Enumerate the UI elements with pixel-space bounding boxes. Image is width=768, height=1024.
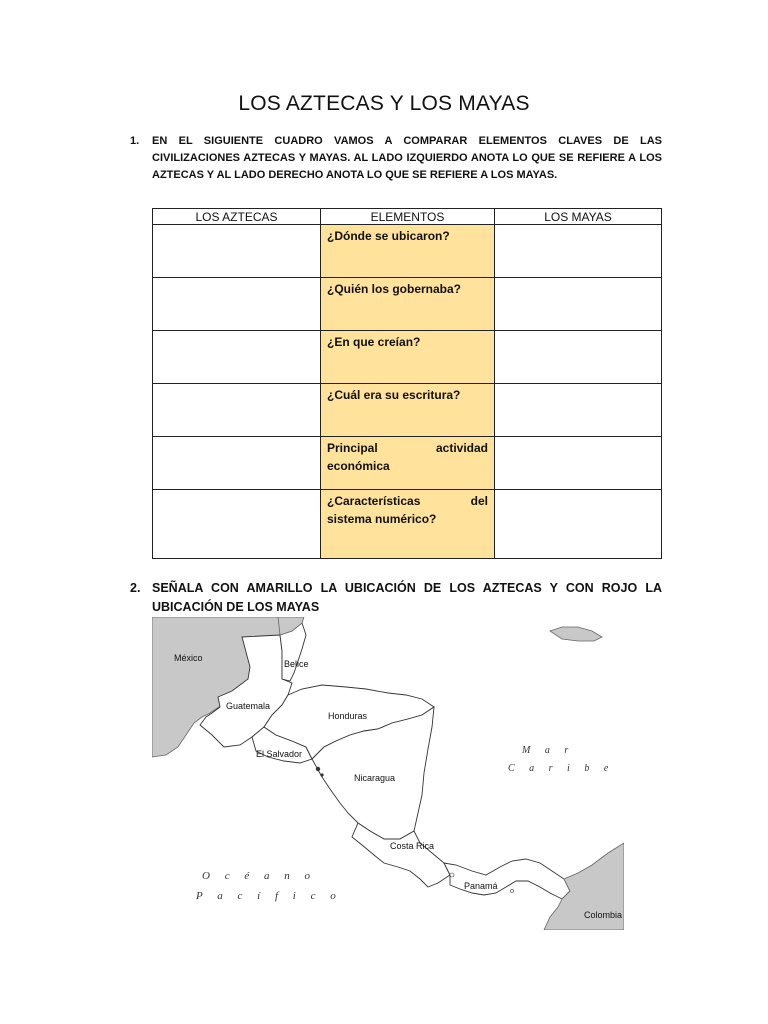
label-pacifico: P a c í f i c o xyxy=(196,890,342,902)
label-guatemala: Guatemala xyxy=(226,701,271,711)
header-elementos: ELEMENTOS xyxy=(321,209,495,225)
table-row xyxy=(153,225,662,278)
mayas-answer-cell[interactable] xyxy=(495,490,662,559)
aztecas-answer-cell[interactable] xyxy=(153,384,321,437)
element-cell: ¿Características del sistema numérico? xyxy=(321,490,495,559)
header-mayas: LOS MAYAS xyxy=(495,209,662,225)
aztecas-answer-cell[interactable] xyxy=(153,225,321,278)
mayas-answer-cell[interactable] xyxy=(495,437,662,490)
question-1 xyxy=(130,133,662,184)
question-2-number: 2. xyxy=(130,581,141,595)
label-mexico: México xyxy=(174,653,203,663)
question-1-text: EN EL SIGUIENTE CUADRO VAMOS A COMPARAR ELEMENTOS CLAVES DE LAS CIVILIZACIONES AZTECAS Y MAYAS. AL LADO IZQUIERDO ANOTA LO QUE SE REFIERE A LOS AZTECAS Y AL LADO DERECHO ANOTA LO QUE SE REFIERE A LOS MAYAS. xyxy=(152,135,662,181)
central-america-map[interactable] xyxy=(152,617,624,930)
mayas-answer-cell[interactable] xyxy=(495,331,662,384)
table-header-row xyxy=(153,209,662,225)
lake-shape xyxy=(320,773,323,776)
label-belice: Belice xyxy=(284,659,309,669)
question-2-text: SEÑALA CON AMARILLO LA UBICACIÓN DE LOS AZTECAS Y CON ROJO LA UBICACIÓN DE LOS MAYAS xyxy=(152,581,662,614)
table-row xyxy=(153,331,662,384)
label-caribe: C a r i b e xyxy=(508,763,615,774)
element-cell: ¿En que creían? xyxy=(321,331,495,384)
element-cell: ¿Quién los gobernaba? xyxy=(321,278,495,331)
aztecas-answer-cell[interactable] xyxy=(153,490,321,559)
label-colombia: Colombia xyxy=(584,910,623,920)
table-row xyxy=(153,278,662,331)
label-honduras: Honduras xyxy=(328,711,368,721)
comparison-table xyxy=(152,208,662,559)
mayas-answer-cell[interactable] xyxy=(495,225,662,278)
page-title: LOS AZTECAS Y LOS MAYAS xyxy=(238,92,530,115)
label-mar: M a r xyxy=(522,745,575,756)
label-nicaragua: Nicaragua xyxy=(354,773,396,783)
aztecas-answer-cell[interactable] xyxy=(153,278,321,331)
mayas-answer-cell[interactable] xyxy=(495,384,662,437)
question-1-number: 1. xyxy=(130,135,140,147)
lake-shape xyxy=(316,767,320,771)
island-shape xyxy=(450,873,454,877)
label-oceano: O c é a n o xyxy=(202,870,316,882)
aztecas-answer-cell[interactable] xyxy=(153,437,321,490)
aztecas-answer-cell[interactable] xyxy=(153,331,321,384)
table-row xyxy=(153,384,662,437)
element-cell: ¿Dónde se ubicaron? xyxy=(321,225,495,278)
label-el-salvador: El Salvador xyxy=(256,749,303,759)
question-2 xyxy=(130,579,662,617)
label-panama: Panamá xyxy=(464,881,498,891)
table-row xyxy=(153,437,662,490)
table-row xyxy=(153,490,662,559)
element-cell: Principal actividad económica xyxy=(321,437,495,490)
label-costa-rica: Costa Rica xyxy=(390,841,435,851)
element-cell: ¿Cuál era su escritura? xyxy=(321,384,495,437)
mayas-answer-cell[interactable] xyxy=(495,278,662,331)
header-aztecas: LOS AZTECAS xyxy=(153,209,321,225)
island-shape xyxy=(510,889,513,892)
